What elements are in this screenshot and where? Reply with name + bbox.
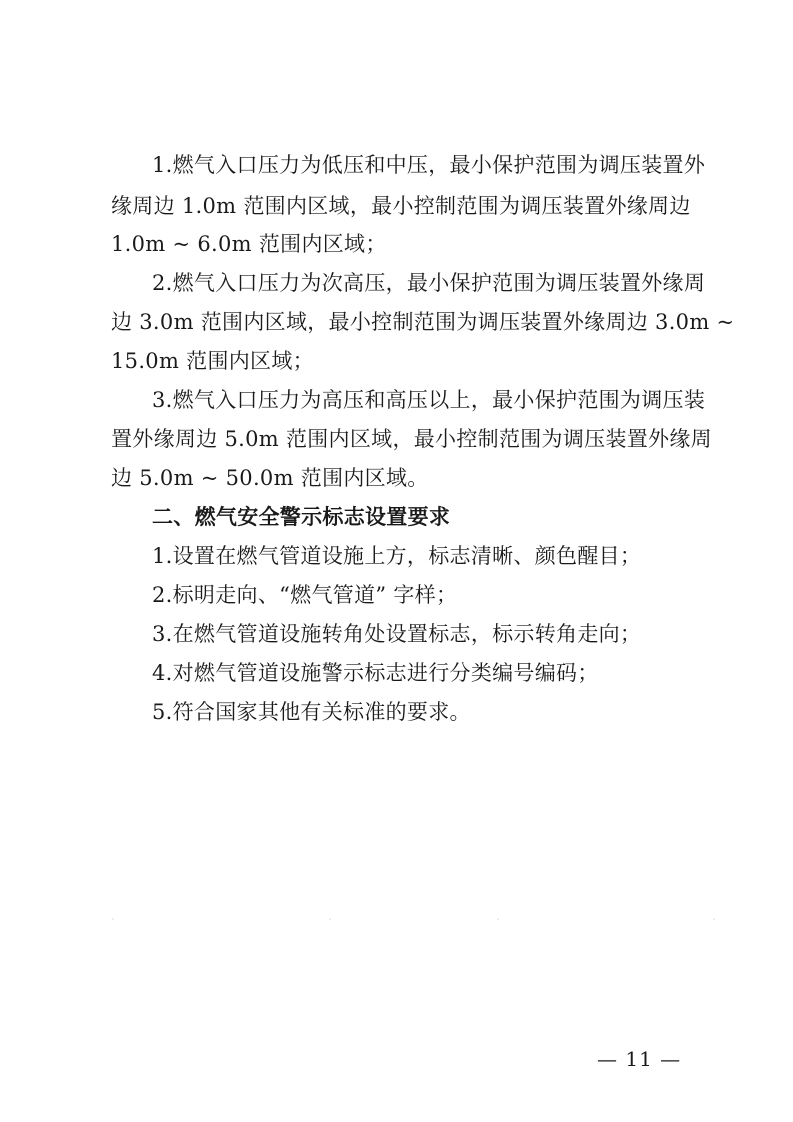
paragraph-line: 边 5.0m ~ 50.0m 范围内区域。 [111,466,429,490]
requirement-item: 3.在燃气管道设施转角处设置标志，标示转角走向； [152,622,642,646]
paragraph-line: 1.燃气入口压力为低压和中压，最小保护范围为调压装置外 [152,153,706,177]
requirement-item: 5.符合国家其他有关标准的要求。 [152,700,471,724]
scan-speck [713,918,715,920]
page-number: — 11 — [597,1047,682,1071]
requirement-item: 2.标明走向、“燃气管道” 字样； [152,583,458,607]
paragraph-line: 15.0m 范围内区域； [111,349,314,373]
scan-speck [112,918,114,920]
section-heading: 二、燃气安全警示标志设置要求 [152,505,451,529]
scan-speck [497,918,499,920]
paragraph-line: 缘周边 1.0m 范围内区域，最小控制范围为调压装置外缘周边 [111,194,691,218]
scan-speck [329,918,331,920]
paragraph-line: 3.燃气入口压力为高压和高压以上，最小保护范围为调压装 [152,388,706,412]
paragraph-line: 置外缘周边 5.0m 范围内区域，最小控制范围为调压装置外缘周 [111,427,712,451]
requirement-item: 1.设置在燃气管道设施上方，标志清晰、颜色醒目； [152,544,642,568]
requirement-item: 4.对燃气管道设施警示标志进行分类编号编码； [152,661,599,685]
paragraph-line: 2.燃气入口压力为次高压，最小保护范围为调压装置外缘周 [152,271,706,295]
paragraph-line: 1.0m ~ 6.0m 范围内区域； [111,232,387,256]
paragraph-line: 边 3.0m 范围内区域，最小控制范围为调压装置外缘周边 3.0m ~ [111,310,735,334]
